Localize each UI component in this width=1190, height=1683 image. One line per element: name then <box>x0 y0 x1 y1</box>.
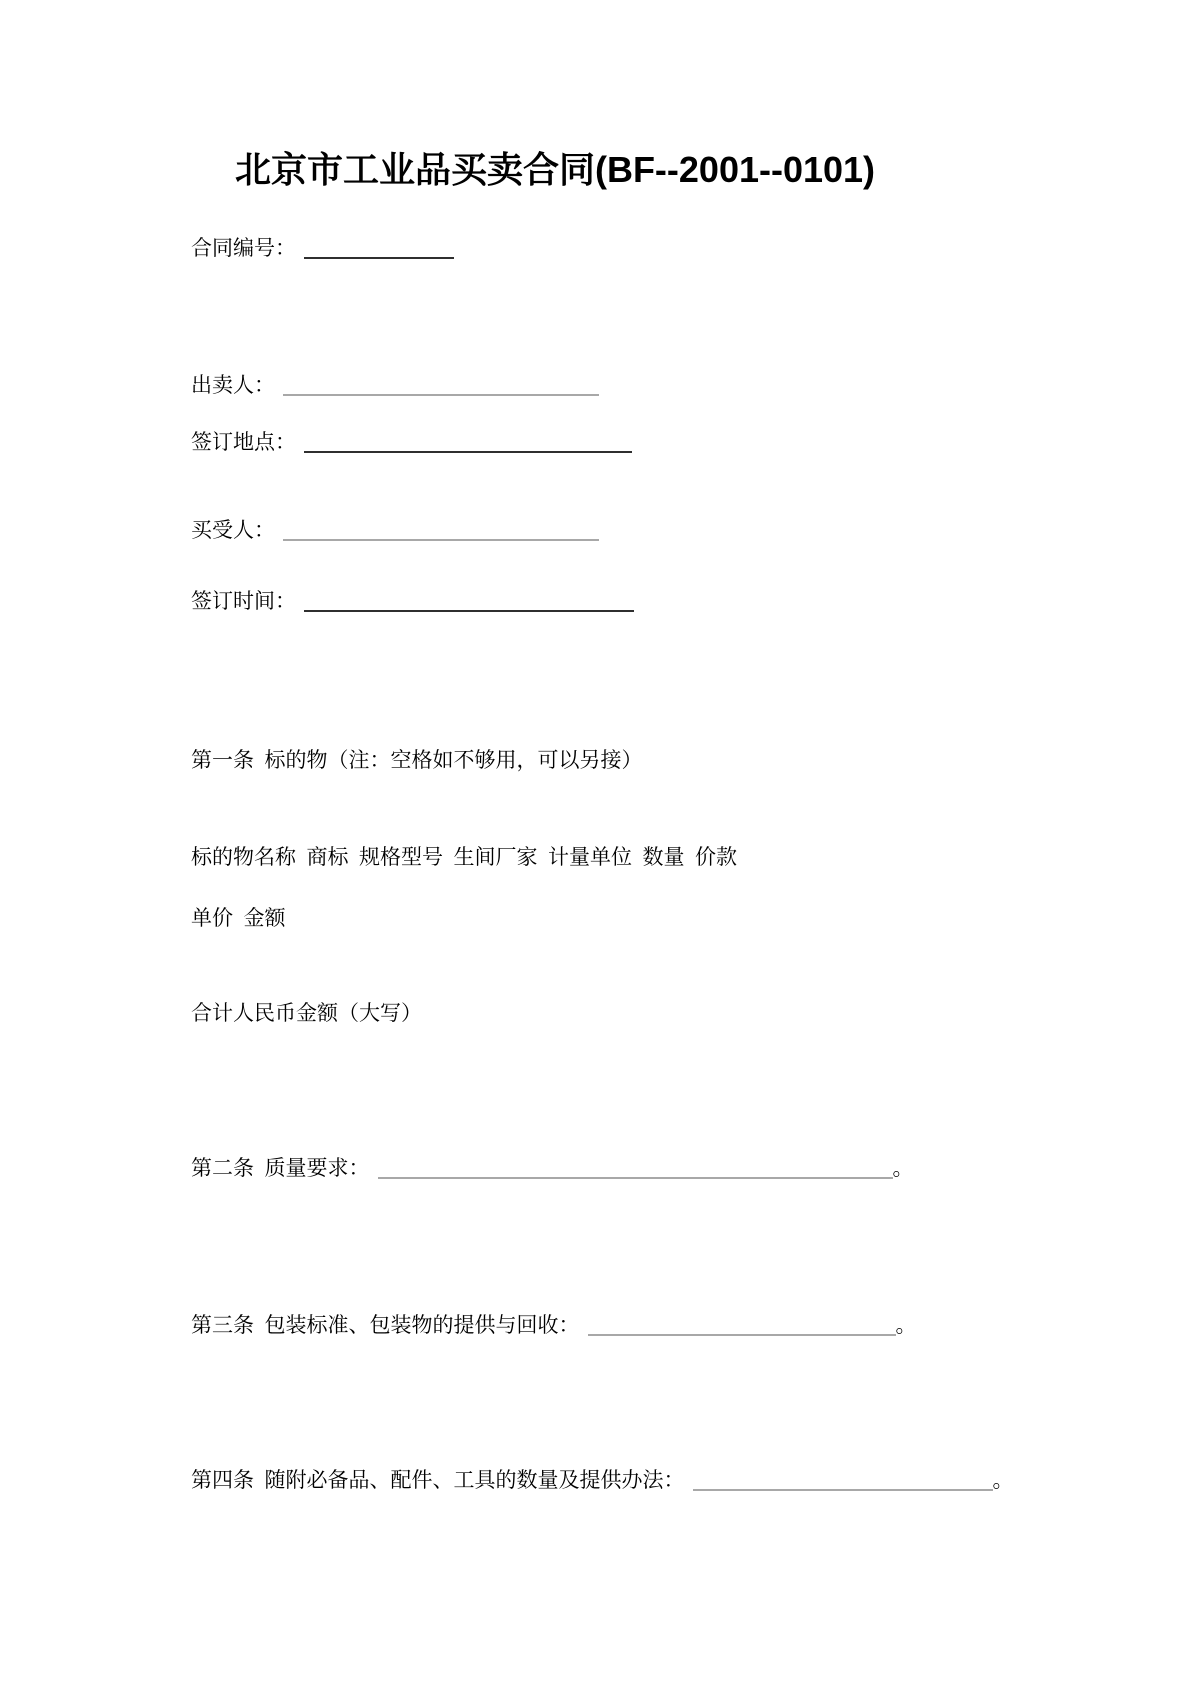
goods-column-headers-text: 标的物名称 商标 规格型号 生间厂家 计量单位 数量 价款 <box>191 845 737 869</box>
contract-number-row <box>170 206 454 290</box>
total-amount-label: 合计人民币金额（大写） <box>191 1001 422 1025</box>
article2-period: 。 <box>892 1156 914 1180</box>
article3-blank[interactable] <box>588 1314 896 1336</box>
signing-time-label: 签订时间： <box>191 589 296 613</box>
contract-number-blank[interactable] <box>304 237 454 259</box>
article4-row <box>170 1438 1014 1522</box>
signing-place-blank[interactable] <box>304 431 632 453</box>
signing-time-blank[interactable] <box>304 590 634 612</box>
article1-heading <box>170 718 643 802</box>
article1-text: 第一条 标的物（注：空格如不够用，可以另接） <box>191 748 643 772</box>
price-column-headers <box>170 876 286 960</box>
signing-place-row <box>170 400 632 484</box>
signing-place-label: 签订地点： <box>191 430 296 454</box>
article4-blank[interactable] <box>693 1469 993 1491</box>
article3-row <box>170 1283 917 1367</box>
buyer-blank[interactable] <box>283 519 599 541</box>
article4-period: 。 <box>992 1468 1014 1492</box>
buyer-label: 买受人： <box>191 518 275 542</box>
article2-blank[interactable] <box>378 1157 893 1179</box>
total-amount-row <box>170 971 422 1055</box>
article3-label: 第三条 包装标准、包装物的提供与回收： <box>191 1313 580 1337</box>
page-title: 北京市工业品买卖合同(BF--2001--0101) <box>234 149 876 190</box>
seller-label: 出卖人： <box>191 373 275 397</box>
article2-row <box>170 1126 914 1210</box>
article3-period: 。 <box>895 1313 917 1337</box>
article4-label: 第四条 随附必备品、配件、工具的数量及提供办法： <box>191 1468 685 1492</box>
article2-label: 第二条 质量要求： <box>191 1156 370 1180</box>
contract-number-label: 合同编号： <box>191 236 296 260</box>
seller-blank[interactable] <box>283 374 599 396</box>
price-column-headers-text: 单价 金额 <box>191 906 286 930</box>
signing-time-row <box>170 559 634 643</box>
